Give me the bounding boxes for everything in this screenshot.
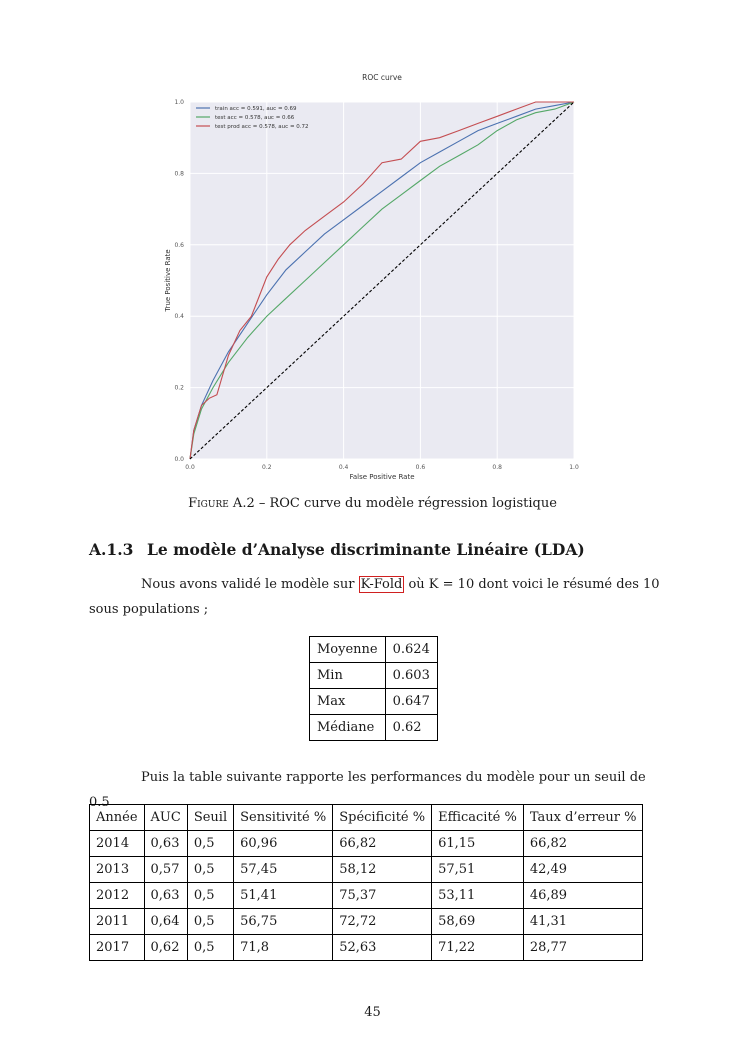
kfold-summary-row xyxy=(310,689,438,715)
performance-cell: 75,37 xyxy=(333,883,432,909)
performance-cell: 2017 xyxy=(90,935,145,961)
figure-caption-label: Figure xyxy=(188,496,229,511)
performance-header-cell: Seuil xyxy=(187,805,233,831)
performance-cell: 28,77 xyxy=(523,935,643,961)
legend-entry: test acc = 0.578, auc = 0.66 xyxy=(215,115,295,121)
kfold-summary-value: 0.603 xyxy=(385,663,437,689)
performance-header-cell: AUC xyxy=(144,805,187,831)
performance-cell: 46,89 xyxy=(523,883,643,909)
kfold-link[interactable]: K-Fold xyxy=(360,577,403,592)
section-title: Le modèle d’Analyse discriminante Linéaire (LDA) xyxy=(147,540,585,559)
x-tick-label: 0.2 xyxy=(262,464,272,471)
performance-cell: 2014 xyxy=(90,831,145,857)
performance-row xyxy=(90,883,643,909)
x-tick-label: 0.8 xyxy=(492,464,502,471)
figure-caption xyxy=(0,496,745,511)
x-tick-label: 0.6 xyxy=(415,464,426,471)
y-tick-label: 0.6 xyxy=(174,241,184,249)
performance-cell: 0,64 xyxy=(144,909,187,935)
legend-entry: test prod acc = 0.578, auc = 0.72 xyxy=(215,124,309,130)
performance-cell: 66,82 xyxy=(333,831,432,857)
performance-cell: 0,5 xyxy=(187,883,233,909)
kfold-summary-value: 0.62 xyxy=(385,715,437,741)
y-tick-label: 0.2 xyxy=(174,384,184,392)
performance-cell: 52,63 xyxy=(333,935,432,961)
performance-row xyxy=(90,857,643,883)
chart-title: ROC curve xyxy=(362,73,402,82)
performance-cell: 56,75 xyxy=(234,909,333,935)
performance-cell: 0,62 xyxy=(144,935,187,961)
section-number: A.1.3 xyxy=(89,540,134,559)
page-number: 45 xyxy=(364,1005,381,1020)
y-tick-label: 0.0 xyxy=(174,456,184,463)
kfold-summary-table xyxy=(309,636,438,741)
performance-cell: 58,69 xyxy=(432,909,524,935)
kfold-summary-row xyxy=(310,663,438,689)
performance-header-cell: Efficacité % xyxy=(432,805,524,831)
x-tick-label: 0.4 xyxy=(338,464,349,471)
performance-header-cell: Sensitivité % xyxy=(234,805,333,831)
performance-cell: 71,22 xyxy=(432,935,524,961)
performance-cell: 58,12 xyxy=(333,857,432,883)
paragraph-performance-text: Puis la table suivante rapporte les performances du modèle pour un seuil de 0.5 xyxy=(89,770,646,810)
performance-cell: 0,5 xyxy=(187,935,233,961)
performance-cell: 0,63 xyxy=(144,883,187,909)
y-tick-label: 0.4 xyxy=(174,313,184,321)
kfold-summary-label: Médiane xyxy=(310,715,386,741)
performance-cell: 0,5 xyxy=(187,857,233,883)
performance-cell: 0,57 xyxy=(144,857,187,883)
performance-cell: 66,82 xyxy=(523,831,643,857)
paragraph-kfold-text-after: où K = 10 dont voici le résumé des 10 sous populations ; xyxy=(89,577,660,617)
kfold-summary-row xyxy=(310,715,438,741)
performance-cell: 2013 xyxy=(90,857,145,883)
performance-cell: 2012 xyxy=(90,883,145,909)
performance-cell: 61,15 xyxy=(432,831,524,857)
x-axis-label: False Positive Rate xyxy=(349,473,415,481)
performance-cell: 42,49 xyxy=(523,857,643,883)
performance-cell: 57,51 xyxy=(432,857,524,883)
paragraph-kfold xyxy=(89,572,669,622)
performance-row xyxy=(90,831,643,857)
performance-row xyxy=(90,909,643,935)
paragraph-kfold-text-before: Nous avons validé le modèle sur xyxy=(141,577,359,592)
performance-row xyxy=(90,935,643,961)
performance-cell: 51,41 xyxy=(234,883,333,909)
kfold-summary-label: Min xyxy=(310,663,386,689)
performance-table xyxy=(89,804,643,961)
performance-header-cell: Année xyxy=(90,805,145,831)
performance-cell: 2011 xyxy=(90,909,145,935)
performance-cell: 60,96 xyxy=(234,831,333,857)
performance-header-row xyxy=(90,805,643,831)
x-tick-label: 1.0 xyxy=(569,464,579,471)
kfold-summary-label: Moyenne xyxy=(310,637,386,663)
kfold-summary-value: 0.647 xyxy=(385,689,437,715)
figure-caption-text: A.2 – ROC curve du modèle régression logistique xyxy=(228,496,557,511)
legend-entry: train acc = 0.591, auc = 0.69 xyxy=(215,106,297,112)
kfold-summary-label: Max xyxy=(310,689,386,715)
kfold-summary-value: 0.624 xyxy=(385,637,437,663)
x-tick-label: 0.0 xyxy=(185,464,195,471)
performance-cell: 41,31 xyxy=(523,909,643,935)
performance-cell: 72,72 xyxy=(333,909,432,935)
performance-header-cell: Spécificité % xyxy=(333,805,432,831)
performance-cell: 0,5 xyxy=(187,909,233,935)
kfold-summary-row xyxy=(310,637,438,663)
performance-cell: 53,11 xyxy=(432,883,524,909)
section-heading xyxy=(89,540,585,559)
y-tick-label: 1.0 xyxy=(174,99,184,106)
performance-cell: 71,8 xyxy=(234,935,333,961)
roc-curve-chart xyxy=(160,70,585,482)
performance-cell: 57,45 xyxy=(234,857,333,883)
y-axis-label: True Positive Rate xyxy=(164,249,172,312)
performance-cell: 0,63 xyxy=(144,831,187,857)
performance-header-cell: Taux d’erreur % xyxy=(523,805,643,831)
y-tick-label: 0.8 xyxy=(174,170,184,178)
performance-cell: 0,5 xyxy=(187,831,233,857)
